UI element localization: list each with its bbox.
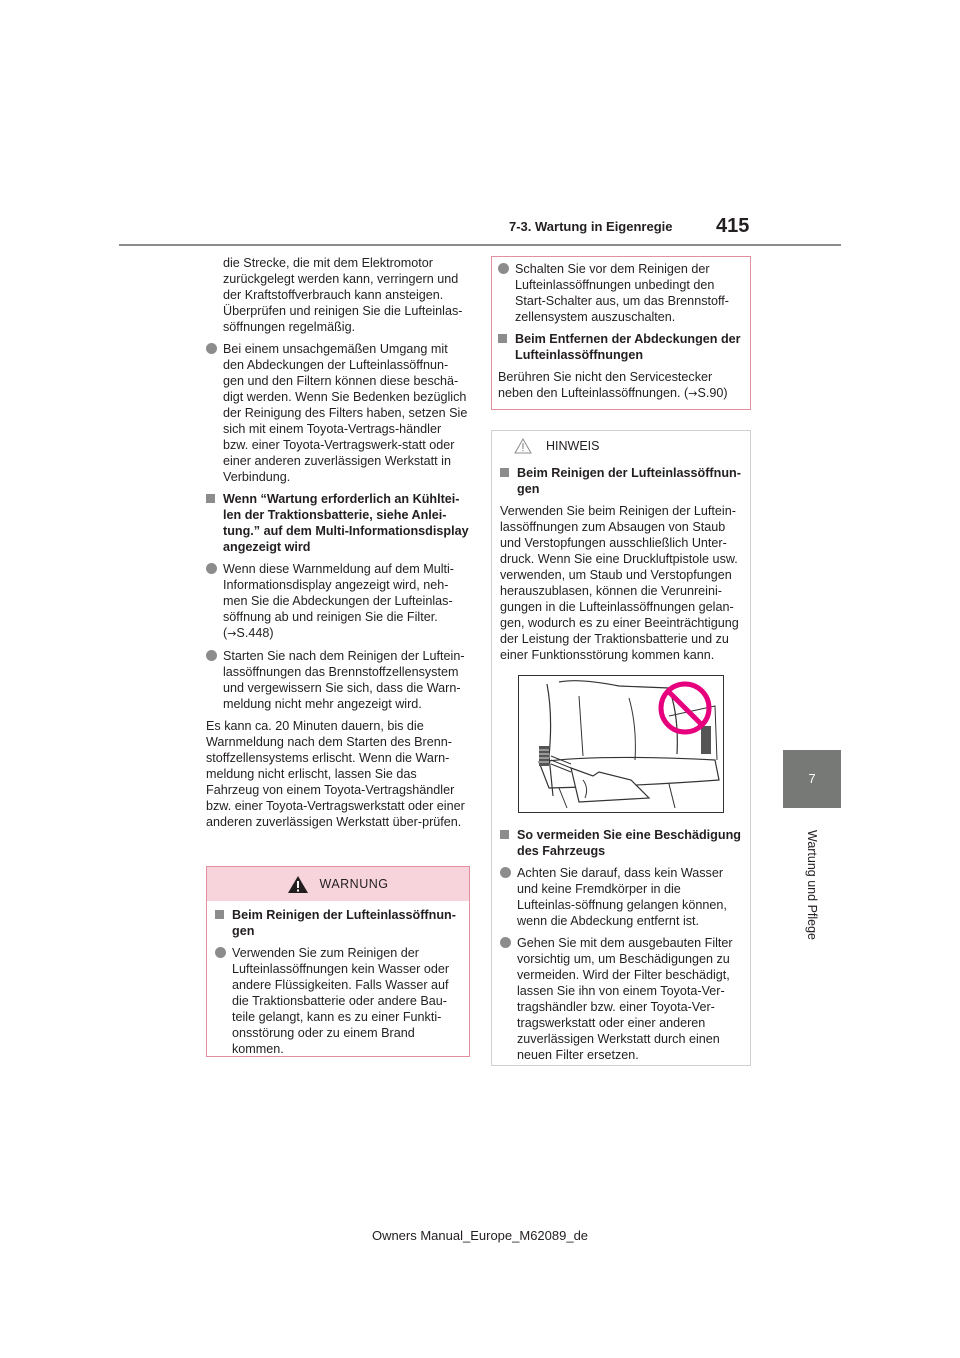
bullet-text: Starten Sie nach dem Reinigen der Luftein-lassöffnungen das Brennstoffzellensystem und vergewissern Sie sich, dass die Warn-meldung nicht mehr angezeigt wird. <box>223 649 465 711</box>
heading-cooling-message <box>206 491 469 555</box>
bullet-warning-shown: Wenn diese Warnmeldung auf dem Multi-Informationsdisplay angezeigt wird, neh-men Sie die Abdeckungen der Lufteinlas-söffnung ab und reinigen Sie die Filter. (→S.448) <box>206 561 469 642</box>
bullet-text: Schalten Sie vor dem Reinigen der Lufteinlassöffnungen unbedingt den Start-Schalter aus, um das Brennstoff-zellensystem auszuschalten. <box>515 262 729 324</box>
note-heading-avoid-damage <box>500 827 742 859</box>
bullet-dot-icon <box>500 937 511 948</box>
bullet-dot-icon <box>215 947 226 958</box>
page-reference-link[interactable]: S.90) <box>697 386 728 400</box>
warning-heading-remove-covers <box>498 331 742 363</box>
intro-paragraph: die Strecke, die mit dem Elektromotor zurückgelegt werden kann, verringern und der Kraftstoffverbrauch kann ansteigen. Überprüfen und reinigen Sie die Lufteinlas-söffnungen regelmäßig. <box>223 256 463 334</box>
warning-bullet-switch-off <box>498 261 742 325</box>
square-bullet-icon <box>498 334 507 343</box>
square-bullet-icon <box>500 830 509 839</box>
square-bullet-icon <box>500 468 509 477</box>
heading-text: Beim Entfernen der Abdeckungen der Lufteinlassöffnungen <box>515 332 741 362</box>
page-number: 415 <box>716 215 750 237</box>
note-box <box>491 430 751 1066</box>
bullet-dot-icon <box>206 563 217 574</box>
square-bullet-icon <box>206 494 215 503</box>
bullet-restart-system <box>206 648 469 712</box>
bullet-dot-icon <box>206 650 217 661</box>
caution-triangle-icon <box>514 438 532 454</box>
heading-text: Beim Reinigen der Lufteinlassöffnun-gen <box>232 908 456 938</box>
bullet-dot-icon <box>500 867 511 878</box>
warning-triangle-icon <box>287 875 309 894</box>
warning-continuation-box <box>491 256 751 410</box>
page-reference-link[interactable]: S.448 <box>236 626 270 640</box>
heading-text: Beim Reinigen der Lufteinlassöffnun-gen <box>517 466 741 496</box>
arrow-icon: → <box>688 387 698 400</box>
warning-title: WARNUNG <box>319 877 389 891</box>
chapter-title: Wartung und Pflege <box>805 829 819 941</box>
note-title: HINWEIS <box>546 439 600 453</box>
warning-box <box>206 866 470 1057</box>
note-cleaning-paragraph: Verwenden Sie beim Reinigen der Luftein-lassöffnungen zum Absaugen von Staub und Verstopfungen ausschließlich Unter-druck. Wenn Sie eine Druckluftpistole usw. verwenden, um Staub und Verstopfungen herauszublasen, können die Verunreini-gungen in die Lufteinlassöffnungen gelan-gen, wodurch es zu einer Beeinträchtigung der Leistung der Traktionsbatterie und zu einer Funktionsstörung kommen kann. <box>500 504 739 662</box>
footer-document-id: Owners Manual_Europe_M62089_de <box>371 1228 589 1243</box>
bullet-text: Gehen Sie mit dem ausgebauten Filter vorsichtig um, um Beschädigungen zu vermeiden. Wird der Filter beschädigt, lassen Sie ihn von einem Toyota-Ver-tragshändler bzw. einer Toyota-Ver-tragswerkstatt oder einer anderen zuverlässigen Werkstatt durch einen neuen Filter ersetzen. <box>517 936 733 1062</box>
bullet-text: Verwenden Sie zum Reinigen der Lufteinlassöffnungen kein Wasser oder andere Flüssigkeiten. Falls Wasser auf die Traktionsbatterie oder andere Bau-teile gelangt, kann es zu einer Funkti-onsstörung oder zu einem Brand kommen. <box>232 946 450 1056</box>
chapter-title-vertical <box>770 815 854 955</box>
note-header <box>492 431 750 461</box>
left-column <box>206 255 469 836</box>
warning-bullet <box>215 945 461 1057</box>
arrow-icon: → <box>227 627 237 640</box>
bullet-text: Achten Sie darauf, dass kein Wasser und keine Fremdkörper in die Lufteinlas-söffnung gelangen können, wenn die Abdeckung entfernt ist. <box>517 866 727 928</box>
chapter-tab: 7 <box>783 750 841 808</box>
seat-air-intake-illustration <box>519 676 723 812</box>
header-divider <box>119 244 841 246</box>
closing-paragraph: Es kann ca. 20 Minuten dauern, bis die Warnmeldung nach dem Starten des Brenn-stoffzellensystems erlischt. Wenn die Warn-meldung nicht erlischt, lassen Sie das Fahrzeug von einem Toyota-Vertragshändler bzw. einer Toyota-Vertragswerkstatt oder einer anderen zuverlässigen Werkstatt über-prüfen. <box>206 719 465 829</box>
illustration-no-compressed-air <box>518 675 724 813</box>
square-bullet-icon <box>215 910 224 919</box>
bullet-filter-handling <box>206 341 469 485</box>
note-heading-cleaning <box>500 465 742 497</box>
bullet-dot-icon <box>498 263 509 274</box>
heading-text: So vermeiden Sie eine Beschädigung des Fahrzeugs <box>517 828 741 858</box>
note-bullet-no-water <box>500 865 742 929</box>
service-plug-paragraph <box>498 369 742 402</box>
warning-heading <box>215 907 461 939</box>
heading-text: Wenn “Wartung erforderlich an Kühltei-len der Traktionsbatterie, siehe Anlei-tung.” auf dem Multi-Informationsdisplay angezeigt wird <box>223 492 469 554</box>
section-title: 7-3. Wartung in Eigenregie <box>509 219 673 234</box>
bullet-text: Bei einem unsachgemäßen Umgang mit den Abdeckungen der Lufteinlassöffnun-gen und den Filtern können diese beschä-digt werden. Wenn Sie Bedenken bezüglich der Reinigung des Filters haben, setzen Sie sich mit einem Toyota-Vertrags-händler bzw. einer Toyota-Vertragswerk-statt oder einer anderen zuverlässigen Werkstatt in Verbindung. <box>223 342 468 484</box>
bullet-text: Wenn diese Warnmeldung auf dem Multi-Informationsdisplay angezeigt wird, neh-men Sie die Abdeckungen der Lufteinlas-söffnung ab und reinigen Sie die Filter. <box>223 562 454 624</box>
note-bullet-filter-care <box>500 935 742 1063</box>
bullet-dot-icon <box>206 343 217 354</box>
warning-header <box>207 867 469 901</box>
paragraph-text: Berühren Sie nicht den Servicestecker neben den Lufteinlassöffnungen. ( <box>498 370 713 400</box>
